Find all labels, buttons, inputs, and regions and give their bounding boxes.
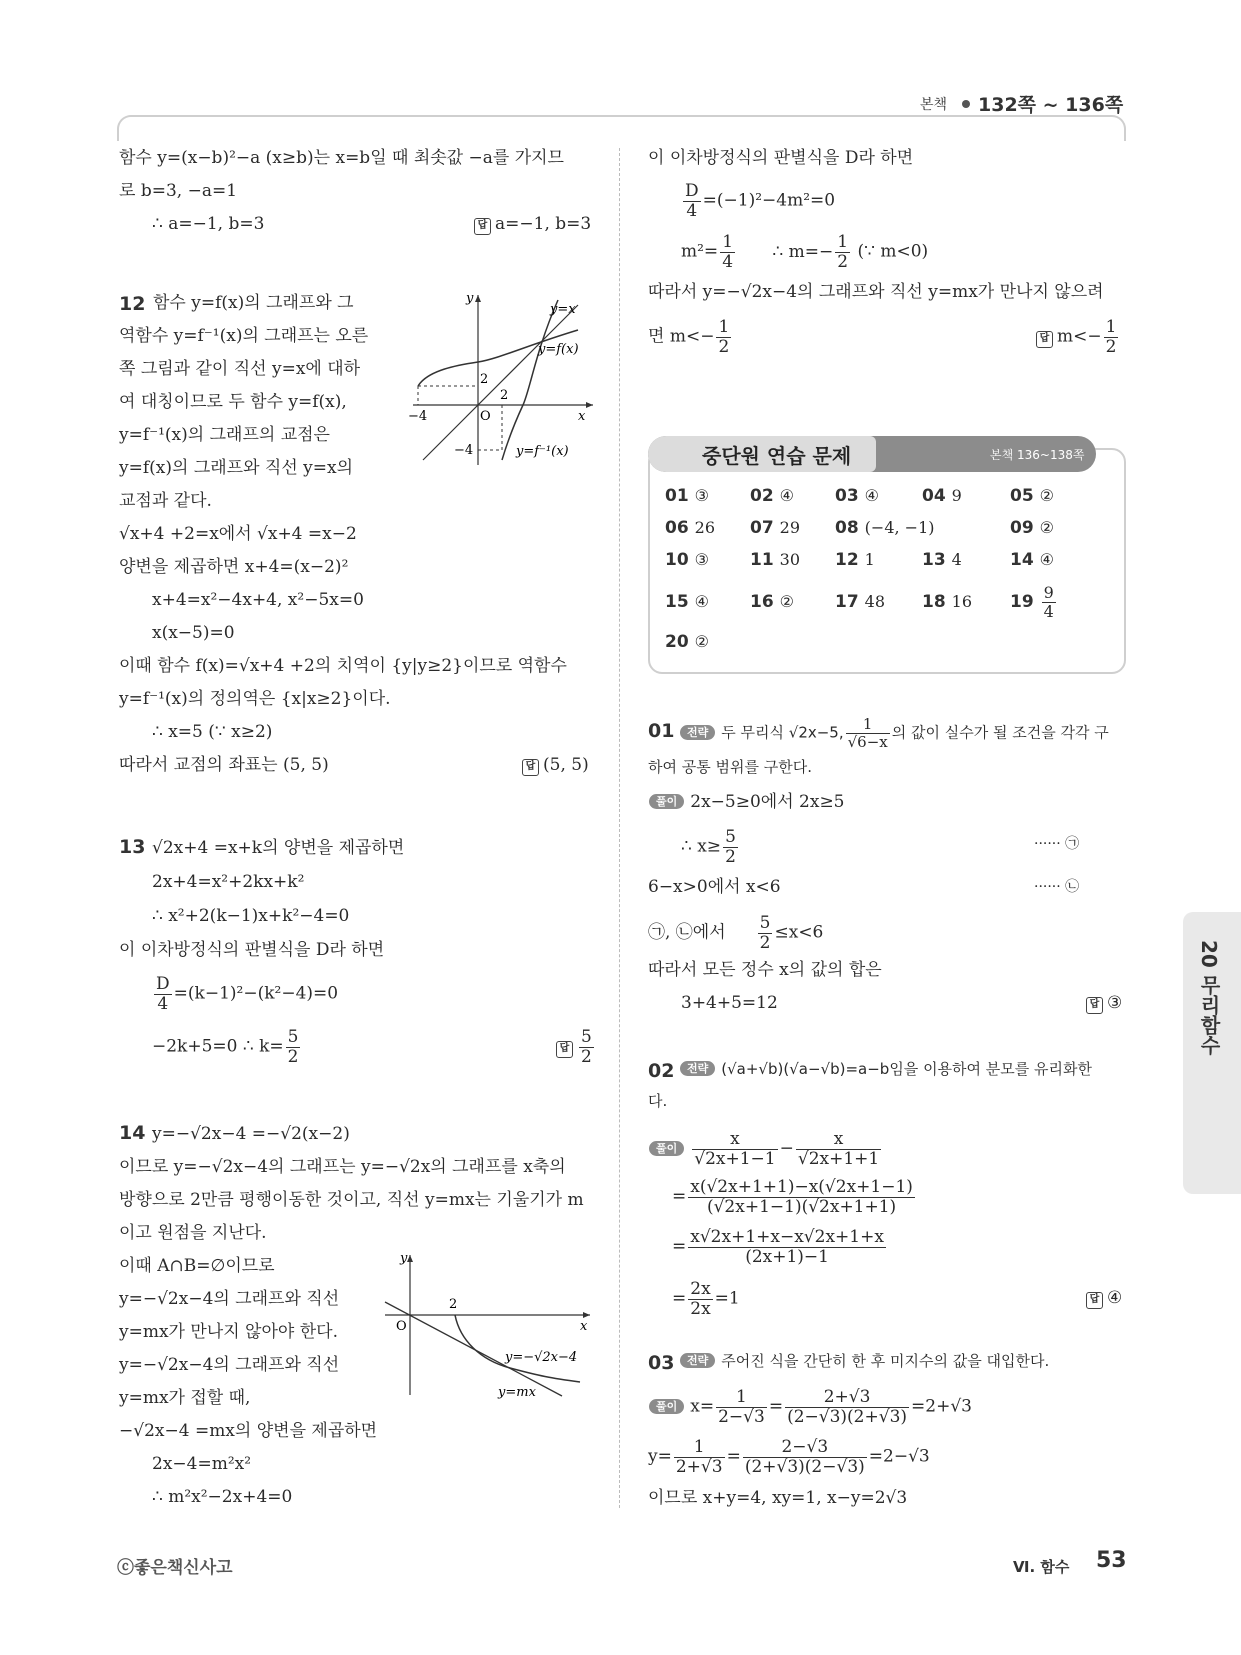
curve-f (418, 330, 578, 386)
answer-val: 4 (951, 550, 962, 569)
answer-no: 15 (665, 592, 689, 612)
fraction-numerator: 5 (759, 913, 771, 933)
tick-label-y-2: 2 (480, 372, 489, 387)
tick-label-x-neg4: −4 (408, 409, 428, 424)
header-book-label: 본책 (920, 97, 948, 113)
fraction (692, 1130, 777, 1168)
answer-val: ② (1039, 518, 1055, 537)
r-line5 (648, 318, 733, 356)
f-inverse-label: y=f⁻¹(x) (516, 444, 569, 459)
fraction (758, 914, 773, 952)
q02-step2: = $\frac{x(√2x+1+1)-x(√2x+1-1)}{(√2x+1-1)(√2x+1+1)}$ (672, 1177, 913, 1217)
header-dot (962, 100, 970, 108)
answer-val: 26 (694, 518, 716, 537)
fraction-numerator: x(√2x+1+1)−x(√2x+1−1) (690, 1177, 913, 1197)
fraction-denominator: 2−√3 (718, 1406, 765, 1427)
answer-cell (835, 592, 885, 612)
y-axis-arrow-icon (407, 1255, 413, 1262)
p12-eq8: 따라서 교점의 좌표는 (5, 5) (119, 755, 329, 775)
answer-cell (750, 486, 794, 506)
fraction-denominator: 2 (725, 846, 736, 867)
answer-val: 1 (864, 550, 875, 569)
q03-last: 이므로 x+y=4, xy=1, x−y=2√3 (648, 1488, 908, 1508)
fraction (723, 828, 738, 866)
answer-val: 9 (951, 486, 962, 505)
q01-mark2: ······ ㉡ (1034, 879, 1080, 895)
answer-mark-icon: 답 (556, 1041, 573, 1058)
fraction-denominator: √2x+1−1 (694, 1148, 776, 1169)
page-number: 53 (1096, 1548, 1127, 1573)
p14-line4: 이고 원점을 지난다. (119, 1223, 267, 1243)
strategy-tag: 전략 (680, 1353, 715, 1368)
fraction-denominator: 2 (287, 1046, 299, 1067)
answer-val: 48 (864, 592, 886, 611)
fraction-numerator: 1 (837, 232, 849, 252)
q02-text-a: (√a+√b)(√a−√b)=a−b임을 이용하여 분모를 유리화한 (721, 1060, 1092, 1078)
fraction (674, 1438, 725, 1476)
q02-answer (1086, 1288, 1122, 1309)
r-line3-b: ∴ m=− (772, 241, 834, 262)
q03-y-line: y= $\frac{1}{2+√3}$ = $\frac{2-√3}{(2+√3)(2-√3)}$ =2−√3 (648, 1437, 930, 1477)
answer-no: 12 (835, 550, 859, 570)
q02-answer-text: ④ (1107, 1288, 1123, 1308)
r-line5-text: 면 m<− (648, 326, 715, 347)
fraction-denominator: 4 (722, 251, 734, 272)
fraction (154, 975, 172, 1013)
answer-cell (750, 550, 800, 570)
solution-tag: 풀이 (649, 794, 684, 809)
q03-x-lhs: x= (690, 1396, 715, 1417)
answer-cell (835, 518, 935, 538)
answer-cell (922, 592, 972, 612)
fraction-denominator: (2x+1)−1 (745, 1246, 829, 1267)
header-band (117, 115, 1126, 141)
fraction (683, 182, 701, 220)
p13-line2: 2x+4=x²+2kx+k² (152, 872, 305, 892)
q01-step1 (645, 792, 845, 812)
p13-line6-text: −2k+5=0 ∴ k= (152, 1036, 284, 1057)
q02-step1: 풀이 $\frac{x}{√2x+1-1}$ − $\frac{x}{√2x+1+1}$ (645, 1130, 883, 1168)
footer-chapter: Ⅵ. 함수 (1013, 1558, 1070, 1576)
answer-no: 16 (750, 592, 774, 612)
q01-step2-text: ∴ x≥ (681, 836, 722, 857)
fraction (579, 1028, 594, 1066)
answer-val: ④ (779, 486, 795, 505)
p14-line8: y=−√2x−4의 그래프와 직선 (119, 1355, 340, 1375)
p14-line1: y=−√2x−4 =−√2(x−2) (152, 1124, 350, 1144)
p14-line5: 이때 A∩B=∅이므로 (119, 1256, 275, 1276)
answer-cell (1010, 584, 1058, 620)
p12-eq6: y=f⁻¹(x)의 정의역은 {x|x≥2}이다. (119, 689, 391, 709)
fraction (716, 318, 731, 356)
box-page-ref: 본책 136~138쪽 (990, 448, 1085, 462)
answer-cell (835, 486, 879, 506)
p11-answer-text: a=−1, b=3 (495, 214, 592, 234)
fraction-numerator: x√2x+1+x−x√2x+1+x (690, 1227, 884, 1247)
answer-cell (665, 592, 709, 612)
answer-mark-icon: 답 (474, 218, 491, 235)
p14-line11: 2x−4=m²x² (152, 1454, 252, 1474)
curve-f-inverse (502, 300, 558, 460)
q03-text: 주어진 식을 간단히 한 후 미지수의 값을 대입한다. (721, 1352, 1050, 1370)
fraction (796, 1130, 881, 1168)
answer-no: 17 (835, 592, 859, 612)
answer-no: 01 (665, 486, 689, 506)
q03-x-line: 풀이 x= $\frac{1}{2-√3}$ = $\frac{2+√3}{(2-√3)(2+√3)}$ =2+√3 (645, 1388, 972, 1426)
p13-number: 13 (119, 836, 146, 858)
fraction-denominator: (2−√3)(2+√3) (787, 1406, 908, 1427)
answer-no: 09 (1010, 518, 1034, 538)
fraction-denominator: 4 (1043, 601, 1054, 621)
p12-eq7: ∴ x=5 (∵ x≥2) (152, 722, 273, 742)
fraction (1104, 318, 1119, 356)
fraction-denominator: 2 (1105, 336, 1117, 357)
p14-line12: ∴ m²x²−2x+4=0 (152, 1487, 293, 1507)
x-axis-arrow-icon (583, 1312, 590, 1318)
fraction (716, 1388, 767, 1426)
tick-label-x-2: 2 (449, 1297, 458, 1312)
q01-strategy (676, 716, 1109, 750)
fraction (688, 1178, 915, 1216)
answer-no: 19 (1010, 591, 1034, 612)
curve-label: y=−√2x−4 (505, 1350, 578, 1365)
r-answer-prefix: m<− (1057, 326, 1102, 347)
fraction-denominator: 2+√3 (675, 1456, 723, 1477)
fraction (688, 1228, 886, 1266)
answer-no: 18 (922, 592, 946, 612)
answer-cell (665, 632, 709, 652)
q01-step4-b: ≤x<6 (774, 922, 824, 943)
fraction-numerator: D (156, 974, 170, 994)
publisher-logo: ⓒ좋은책신사고 (117, 1558, 233, 1578)
p12-line: y=f(x)의 그래프와 직선 y=x의 (119, 458, 354, 478)
fraction-denominator: 2 (837, 251, 849, 272)
answer-mark-icon: 답 (1036, 331, 1053, 348)
q02-strategy (676, 1060, 1092, 1078)
origin-label: O (480, 409, 491, 424)
q03-x-end: =2+√3 (911, 1396, 972, 1417)
p13-line6 (152, 1028, 302, 1066)
answer-no: 03 (835, 486, 859, 506)
answer-cell (1010, 550, 1054, 570)
fraction-numerator: 9 (1043, 583, 1054, 602)
fraction-numerator: x (692, 1130, 777, 1150)
p12-eq2: 양변을 제곱하면 x+4=(x−2)² (119, 557, 349, 577)
answer-val: ③ (694, 550, 710, 569)
x-axis-arrow-icon (586, 402, 593, 408)
fraction-denominator: 2x (690, 1298, 711, 1319)
fraction (785, 1388, 909, 1426)
solution-tag: 풀이 (649, 1141, 684, 1156)
q01-step4-a: ㉠, ㉡에서 (648, 922, 726, 943)
p12-line: y=f⁻¹(x)의 그래프의 교점은 (119, 425, 330, 445)
fraction-denominator: √6−x (847, 732, 888, 751)
answer-cell (750, 592, 794, 612)
p13-line3: ∴ x²+2(k−1)x+k²−4=0 (152, 906, 350, 926)
fraction (743, 1438, 867, 1476)
p14-line6: y=−√2x−4의 그래프와 직선 (119, 1289, 340, 1309)
graph-tangent-line (380, 1250, 595, 1400)
p13-line5-rest: =(k−1)²−(k²−4)=0 (173, 983, 339, 1004)
answer-cell (835, 550, 875, 570)
q01-step1-text: 2x−5≥0에서 2x≥5 (690, 792, 845, 812)
fraction-numerator: 1 (846, 716, 890, 734)
line-label: y=x (550, 302, 576, 317)
answer-val: ② (1039, 486, 1055, 505)
answer-mark-icon: 답 (1086, 1292, 1103, 1309)
fraction (720, 233, 735, 271)
answer-val: 16 (951, 592, 973, 611)
q03-number: 03 (648, 1352, 675, 1374)
p14-number: 14 (119, 1122, 146, 1144)
f-label: y=f(x) (538, 342, 579, 357)
q01-step6: 3+4+5=12 (681, 993, 778, 1013)
fraction-numerator: D (685, 181, 699, 201)
p12-line: 역함수 y=f⁻¹(x)의 그래프는 오른 (119, 326, 369, 346)
p13-line1: √2x+4 =x+k의 양변을 제곱하면 (152, 838, 405, 858)
answer-cell (665, 550, 709, 570)
q03-strategy (676, 1352, 1049, 1370)
r-line3 (681, 233, 928, 271)
answer-no: 14 (1010, 550, 1034, 570)
x-axis-label: x (578, 409, 586, 424)
p12-answer (522, 755, 589, 776)
fraction (688, 1280, 712, 1318)
r-line1: 이 이차방정식의 판별식을 D라 하면 (648, 148, 914, 168)
answer-mark-icon: 답 (522, 759, 539, 776)
r-line4: 따라서 y=−√2x−4의 그래프와 직선 y=mx가 만나지 않으려 (648, 282, 1104, 302)
answer-cell (665, 518, 715, 538)
fraction-numerator: 2x (690, 1279, 711, 1299)
p14-line9: y=mx가 접할 때, (119, 1388, 251, 1408)
p12-eq4: x(x−5)=0 (152, 623, 235, 643)
p11-answer (474, 214, 591, 235)
answer-summary-box (648, 448, 1126, 674)
fraction-denominator: 4 (686, 200, 698, 221)
answer-val: ② (694, 632, 710, 651)
p12-line: 함수 y=f(x)의 그래프와 그 (153, 293, 354, 313)
answer-cell (1010, 518, 1054, 538)
fraction-numerator: x (796, 1130, 881, 1150)
fraction-denominator: 2 (718, 336, 730, 357)
fraction-denominator: 2 (581, 1046, 592, 1067)
fraction-numerator: 5 (581, 1027, 592, 1047)
fraction-numerator: 5 (725, 827, 736, 847)
p12-line: 교점과 같다. (119, 491, 212, 511)
line-y-equals-x (423, 305, 578, 460)
column-divider (619, 148, 620, 1508)
y-axis-label: y (466, 291, 474, 306)
p14-line7: y=mx가 만나지 않아야 한다. (119, 1322, 338, 1342)
q01-step2 (681, 828, 740, 866)
line-label: y=mx (498, 1385, 536, 1400)
p11-line1: 함수 y=(x−b)²−a (x≥b)는 x=b일 때 최솟값 −a를 가지므 (119, 148, 564, 168)
fraction-numerator: 1 (674, 1438, 725, 1458)
answer-cell (922, 550, 962, 570)
fraction-denominator: (2+√3)(2−√3) (744, 1456, 865, 1477)
strategy-tag: 전략 (680, 1061, 715, 1076)
fraction (1042, 584, 1056, 620)
r-line3-a: m²= (681, 241, 719, 262)
answer-no: 02 (750, 486, 774, 506)
tick-label-x-2: 2 (500, 388, 509, 403)
y-axis-label: y (400, 1251, 408, 1266)
p13-line5 (152, 975, 338, 1013)
p11-line2: 로 b=3, −a=1 (119, 181, 238, 201)
answer-val: ③ (694, 486, 710, 505)
q02-number: 02 (648, 1060, 675, 1082)
r-answer (1036, 318, 1120, 356)
answer-cell (665, 486, 709, 506)
fraction-numerator: 2−√3 (743, 1438, 867, 1458)
strategy-tag: 전략 (680, 725, 715, 740)
p14-line2: 이므로 y=−√2x−4의 그래프는 y=−√2x의 그래프를 x축의 (119, 1157, 566, 1177)
r-line2-rest: =(−1)²−4m²=0 (702, 190, 836, 211)
fraction (846, 716, 890, 750)
q02-step4: = $\frac{2x}{2x}$ =1 (672, 1279, 740, 1319)
p12-line: 쪽 그림과 같이 직선 y=x에 대하 (119, 359, 361, 379)
answer-no: 11 (750, 550, 774, 570)
fraction-denominator: √2x+1+1 (797, 1148, 880, 1169)
p14-line3: 방향으로 2만큼 평행이동한 것이고, 직선 y=mx는 기울기가 m (119, 1190, 584, 1210)
p12-number: 12 (119, 293, 146, 315)
header-pages: 132쪽 ~ 136쪽 (978, 94, 1124, 116)
origin-label: O (396, 1319, 407, 1334)
solution-tag: 풀이 (649, 1399, 684, 1414)
answer-val: ④ (864, 486, 880, 505)
p13-line4: 이 이차방정식의 판별식을 D라 하면 (119, 940, 385, 960)
p11-line3: ∴ a=−1, b=3 (152, 214, 265, 234)
answer-cell (1010, 486, 1054, 506)
q01-text-c: 하여 공통 범위를 구한다. (648, 758, 812, 776)
answer-val: (−4, −1) (864, 518, 935, 537)
p12-eq3: x+4=x²−4x+4, x²−5x=0 (152, 590, 364, 610)
answer-no: 06 (665, 518, 689, 538)
q02-text-b: 다. (648, 1092, 668, 1110)
q01-text-a: 두 무리식 √2x−5, (721, 723, 844, 742)
x-axis-label: x (580, 1319, 588, 1334)
q01-answer-text: ③ (1107, 993, 1123, 1013)
fraction-numerator: 1 (1105, 317, 1117, 337)
p12-eq1: √x+4 +2=x에서 √x+4 =x−2 (119, 524, 357, 544)
answer-val: ② (779, 592, 795, 611)
answer-val: 29 (779, 518, 801, 537)
answer-no: 07 (750, 518, 774, 538)
q01-number: 01 (648, 720, 675, 742)
tick-label-y-neg4: −4 (454, 443, 474, 458)
p14-line10: −√2x−4 =mx의 양변을 제곱하면 (119, 1421, 378, 1441)
r-line2 (681, 182, 835, 220)
p12-eq5: 이때 함수 f(x)=√x+4 +2의 치역이 {y|y≥2}이므로 역함수 (119, 656, 567, 676)
fraction-numerator: 5 (287, 1027, 299, 1047)
answer-mark-icon: 답 (1086, 997, 1103, 1014)
fraction (286, 1028, 301, 1066)
answer-val: ④ (694, 592, 710, 611)
p12-answer-text: (5, 5) (543, 755, 589, 775)
answer-no: 13 (922, 550, 946, 570)
y-axis-arrow-icon (475, 295, 481, 302)
fraction-denominator: 4 (157, 993, 169, 1014)
q02-step3: = $\frac{x√2x+1+x-x√2x+1+x}{(2x+1)-1}$ (672, 1227, 884, 1267)
answer-no: 05 (1010, 486, 1034, 506)
answer-no: 04 (922, 486, 946, 506)
q01-step3: 6−x>0에서 x<6 (648, 877, 781, 897)
answer-val: ④ (1039, 550, 1055, 569)
r-line3-c: (∵ m<0) (857, 241, 929, 262)
q03-y-end: =2−√3 (868, 1446, 930, 1467)
p12-line: 여 대칭이므로 두 함수 y=f(x), (119, 392, 347, 412)
fraction-numerator: 2+√3 (785, 1388, 909, 1408)
q02-end: =1 (714, 1288, 740, 1309)
q01-mark1: ······ ㉠ (1034, 836, 1080, 852)
fraction (835, 233, 850, 271)
q01-answer (1086, 993, 1122, 1014)
q01-step4 (648, 914, 823, 952)
answer-cell (750, 518, 800, 538)
box-title: 중단원 연습 문제 (702, 444, 852, 468)
chapter-side-tab-label: 20 무리함수 (1197, 940, 1221, 1055)
fraction-numerator: 1 (722, 232, 734, 252)
q01-text-b: 의 값이 실수가 될 조건을 각각 구 (891, 723, 1109, 742)
fraction-numerator: 1 (716, 1388, 767, 1408)
q03-y-lhs: y= (648, 1446, 672, 1467)
fraction-numerator: 1 (718, 317, 730, 337)
answer-no: 20 (665, 632, 689, 652)
answer-no: 08 (835, 518, 859, 538)
answer-no: 10 (665, 550, 689, 570)
fraction-denominator: (√2x+1−1)(√2x+1+1) (706, 1196, 897, 1217)
graph-inverse-functions (408, 290, 598, 470)
answer-val: 30 (779, 550, 801, 569)
answer-cell (922, 486, 962, 506)
p13-answer (556, 1028, 596, 1066)
q01-step5: 따라서 모든 정수 x의 값의 합은 (648, 960, 882, 980)
fraction-denominator: 2 (759, 932, 771, 953)
